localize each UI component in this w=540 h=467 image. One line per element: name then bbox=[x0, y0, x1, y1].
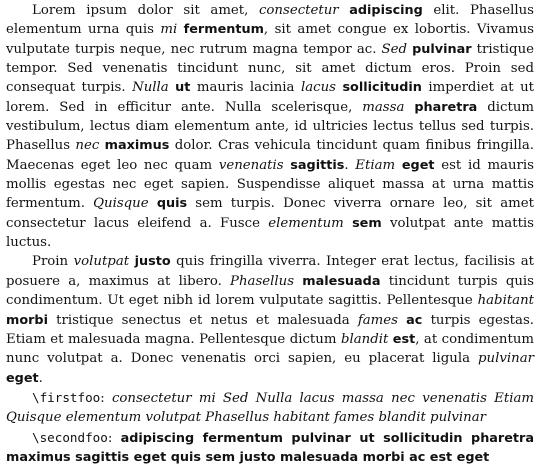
text-run: imperdiet at ut lorem. Sed in efficitur ante. Nulla scelerisque, bbox=[6, 80, 535, 115]
text-run: mauris lacinia bbox=[190, 80, 301, 96]
text-run: , sit amet congue ex lobortis. Vivamus vulputate turpis neque, nec rutrum magna tempor ac. bbox=[6, 22, 534, 57]
bold-text: malesuada bbox=[302, 273, 381, 289]
text-run: tristique senectus et netus et malesuada bbox=[47, 312, 358, 328]
italic-text: venenatis bbox=[218, 157, 284, 173]
text-run: , at condimentum nunc volutpat a. Donec venenatis orci sapien, eu placerat ligula bbox=[6, 331, 534, 367]
italic-text: volutpat bbox=[73, 254, 130, 270]
italic-text: Sed bbox=[381, 41, 408, 57]
italic-text: Phasellus bbox=[230, 273, 295, 289]
bold-text: maximus bbox=[104, 138, 170, 154]
text-run: volutpat ante mattis luctus. bbox=[6, 215, 534, 251]
italic-text: elementum bbox=[268, 215, 344, 231]
secondfoo-paragraph bbox=[6, 428, 534, 467]
bold-text: morbi bbox=[6, 312, 48, 328]
body-paragraph-1 bbox=[6, 1, 534, 252]
text-run bbox=[344, 216, 352, 231]
text-run bbox=[339, 3, 350, 18]
italic-text: consectetur mi Sed Nulla lacus massa nec venenatis Etiam Quisque elementum volutpat Phasellus habitant fames blandit pulvinar bbox=[6, 390, 534, 426]
bold-text: pharetra bbox=[414, 99, 478, 115]
text-run: Lorem ipsum dolor sit amet, bbox=[32, 3, 259, 18]
text-run: est id mauris mollis egestas nec eget sapien. Suspendisse aliquet massa at urna mattis fermentum. bbox=[6, 157, 534, 212]
bold-text: quis bbox=[156, 196, 188, 212]
italic-text: nec bbox=[75, 138, 100, 154]
bold-text: ac bbox=[406, 312, 423, 328]
italic-text: habitant bbox=[477, 293, 534, 309]
text-run bbox=[395, 158, 402, 173]
italic-text: lacus bbox=[300, 80, 336, 96]
text-run: . bbox=[38, 370, 43, 386]
text-run: : bbox=[107, 430, 121, 446]
bold-text: sem bbox=[352, 215, 382, 231]
italic-text: consectetur bbox=[258, 3, 339, 18]
text-run: dolor. Cras vehicula tincidunt quam finibus fringilla. Maecenas eget leo nec quam bbox=[6, 138, 534, 173]
text-run bbox=[149, 196, 157, 211]
italic-text: Etiam bbox=[355, 157, 396, 173]
text-run: tristique tempor. Sed venenatis tincidunt nunc, sit amet dictum eros. Proin sed consequat turpis. bbox=[6, 41, 534, 96]
text-run bbox=[404, 100, 414, 115]
bold-text: eget bbox=[6, 370, 39, 386]
text-run: . bbox=[344, 157, 356, 173]
text-run: turpis egestas. Etiam et malesuada magna. Pellentesque dictum bbox=[6, 312, 535, 347]
firstfoo-paragraph bbox=[6, 388, 534, 428]
italic-text: pulvinar bbox=[478, 351, 534, 367]
macro-name: \firstfoo bbox=[32, 389, 101, 405]
bold-text: eget bbox=[401, 157, 435, 173]
italic-text: fames bbox=[357, 312, 398, 328]
italic-text: blandit bbox=[340, 331, 389, 347]
text-run: dictum vestibulum, lectus diam elementum ante, id ultricies lectus tellus sed turpis. Phasellus bbox=[6, 99, 534, 154]
italic-text: mi bbox=[160, 22, 178, 38]
text-run: sem turpis. Donec viverra ornare leo, sit amet consectetur lacus eleifend a. Fusce bbox=[6, 196, 534, 231]
italic-text: Quisque bbox=[93, 196, 149, 212]
text-run: : bbox=[100, 390, 112, 406]
text-run bbox=[398, 313, 406, 328]
bold-text: pulvinar bbox=[412, 41, 472, 57]
text-run: Proin bbox=[32, 254, 74, 270]
italic-text: Nulla bbox=[132, 80, 169, 96]
macro-name: \secondfoo bbox=[32, 429, 108, 445]
italic-text: massa bbox=[362, 99, 405, 115]
text-run: elit. Phasellus elementum urna quis bbox=[6, 3, 535, 38]
bold-text: sagittis bbox=[290, 157, 345, 173]
bold-text: fermentum bbox=[183, 22, 264, 38]
bold-text: est bbox=[392, 331, 416, 347]
bold-text: justo bbox=[134, 254, 171, 270]
body-paragraph-2 bbox=[6, 252, 534, 387]
text-run: quis fringilla viverra. Integer erat lectus, facilisis at posuere a, maximus at libero. bbox=[6, 254, 534, 289]
bold-text: sollicitudin bbox=[342, 80, 422, 96]
bold-text: adipiscing bbox=[349, 3, 423, 18]
bold-text: ut bbox=[175, 80, 191, 96]
bold-text: adipiscing fermentum pulvinar ut sollicitudin pharetra maximus sagittis eget quis sem justo malesuada morbi ac est eget bbox=[6, 430, 534, 465]
text-run: tincidunt turpis quis condimentum. Ut eget nibh id lorem vulputate sagittis. Pellentesque bbox=[6, 273, 534, 309]
